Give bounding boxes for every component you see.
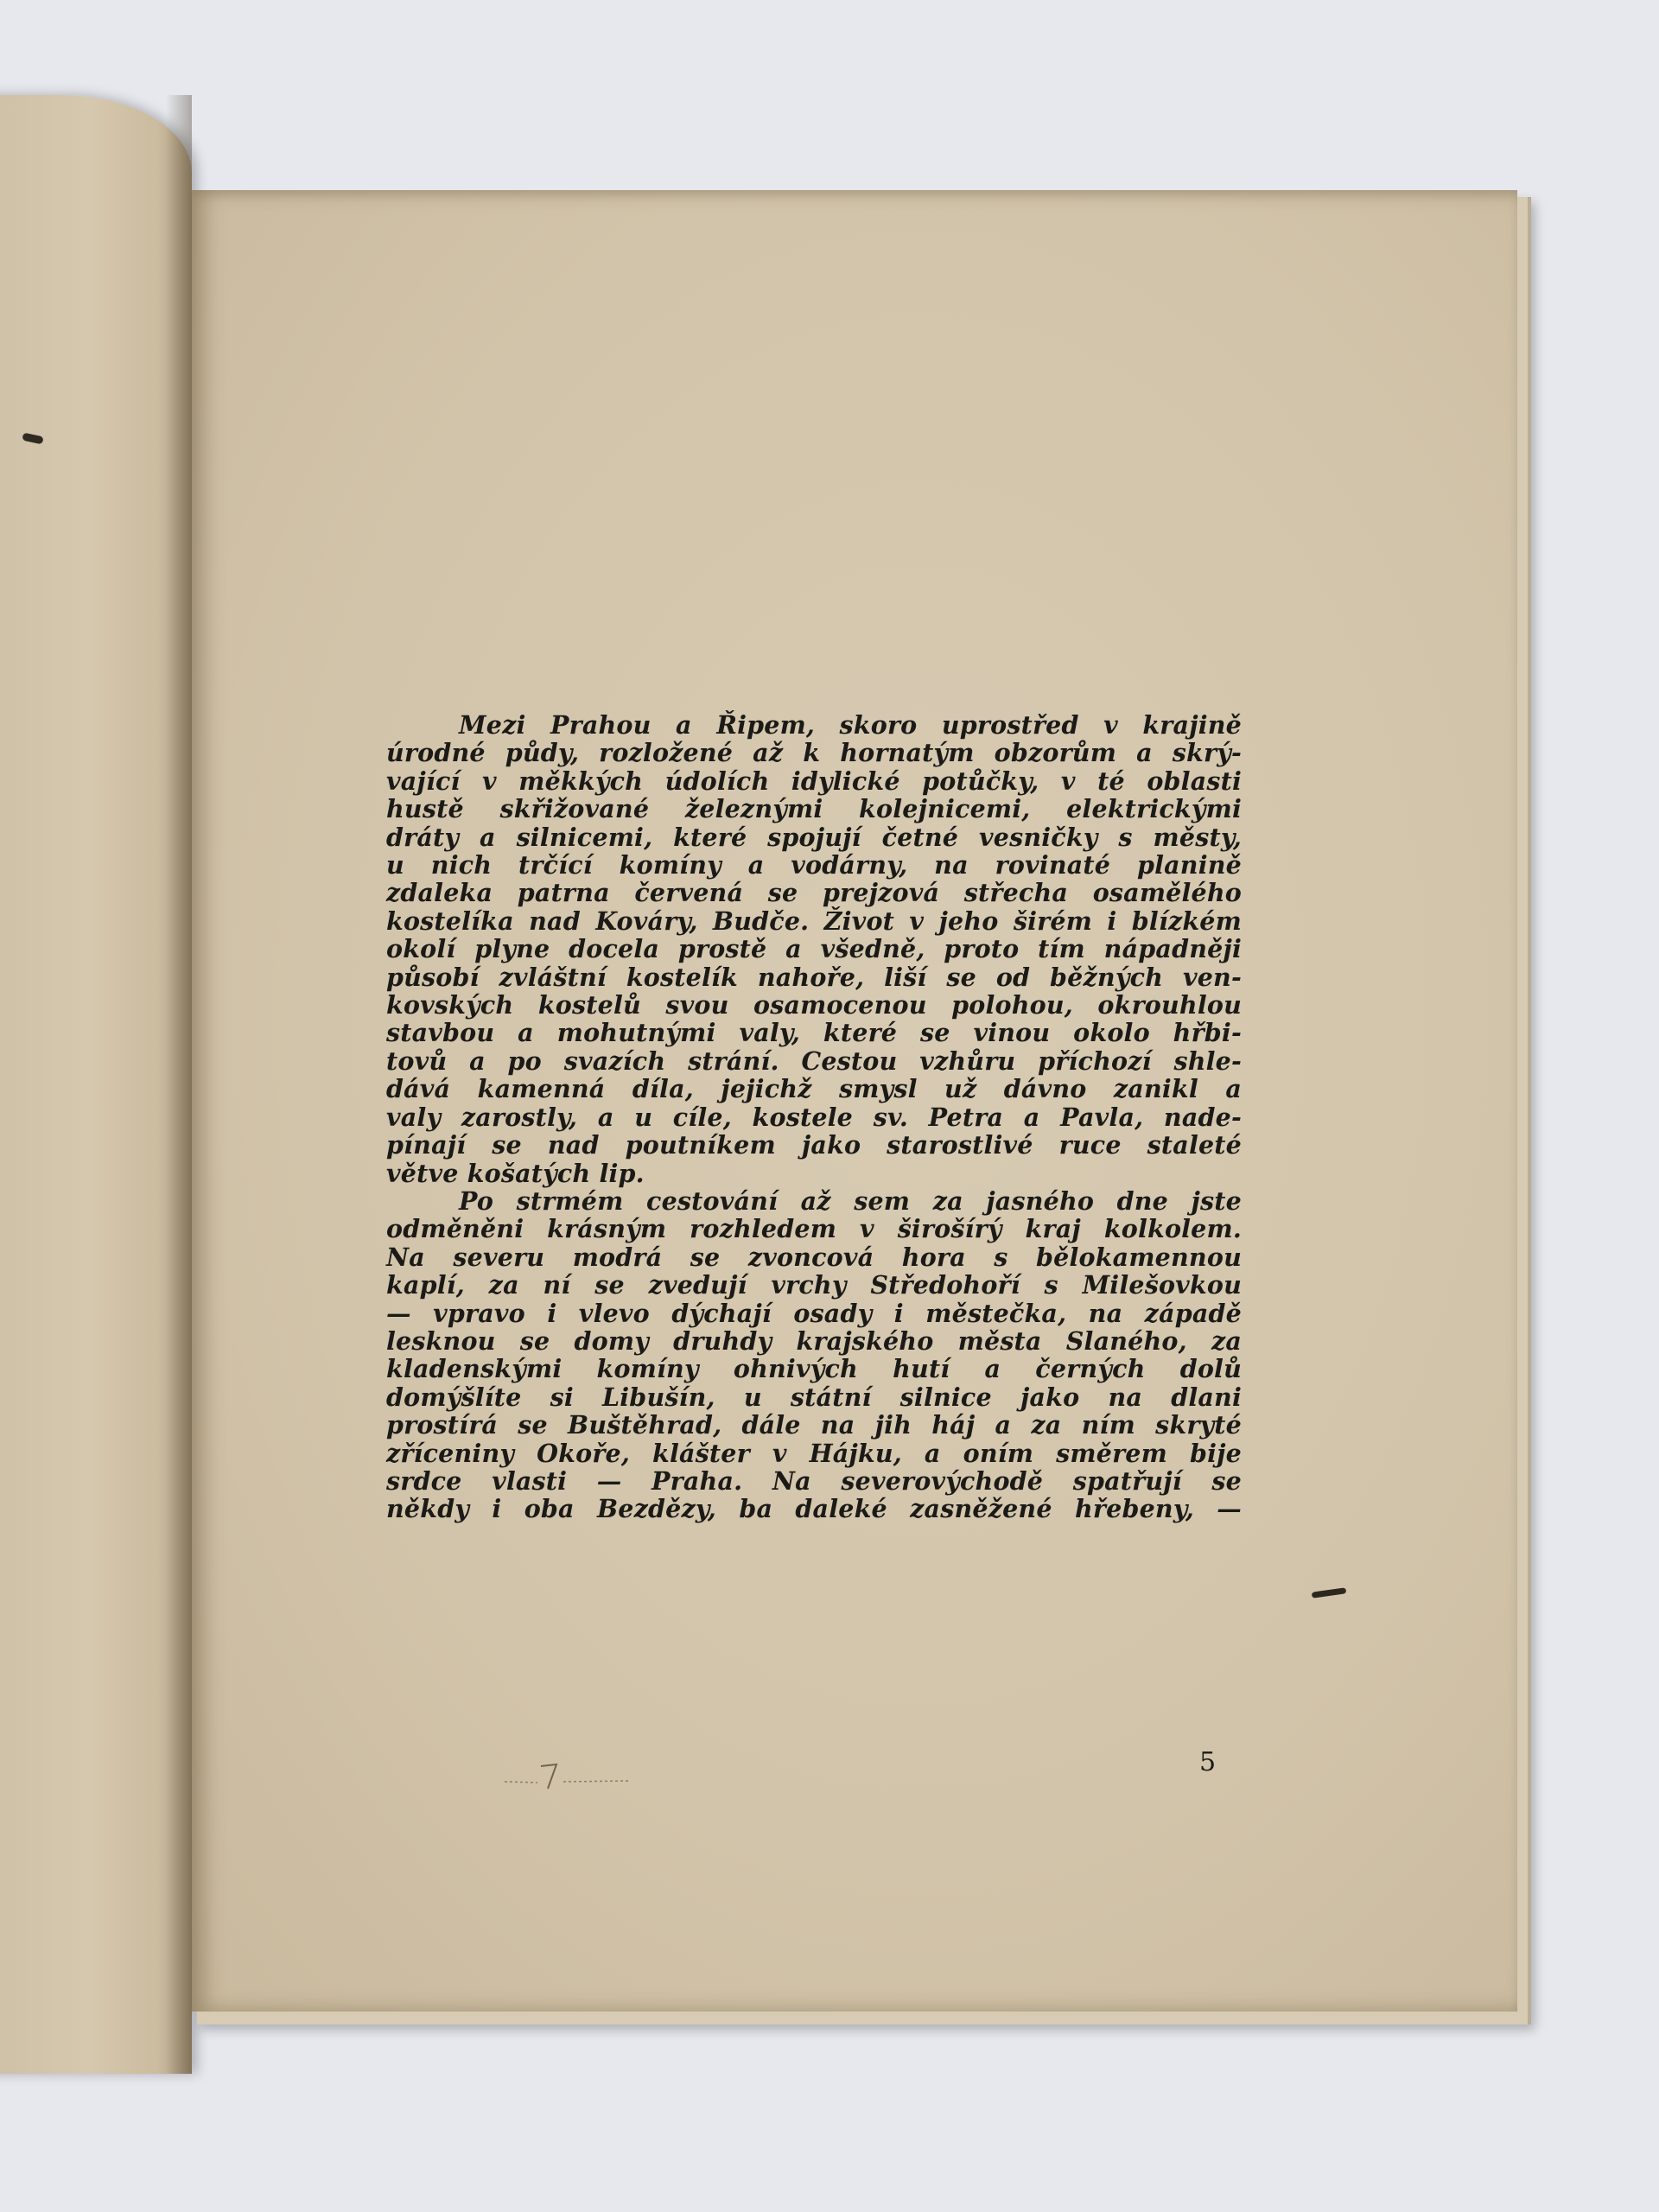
text-line: zdaleka patrna červená se prejzová střecha osamělého <box>386 878 1242 908</box>
text-line: kostelíka nad Kováry, Budče. Život v jeho širém i blízkém <box>386 906 1242 936</box>
text-line: lesknou se domy druhdy krajského města Slaného, za <box>386 1325 1242 1356</box>
text-line: stavbou a mohutnými valy, které se vinou okolo hřbi- <box>386 1018 1242 1048</box>
text-line: někdy i oba Bezdězy, ba daleké zasněžené hřebeny, — <box>386 1494 1242 1524</box>
text-line: kovských kostelů svou osamocenou polohou, okrouhlou <box>386 990 1242 1020</box>
text-line: větve košatých lip. <box>386 1158 645 1188</box>
text-line: Mezi Prahou a Řipem, skoro uprostřed v krajině <box>459 710 1242 740</box>
body-text <box>386 711 1242 1523</box>
text-line: u nich trčící komíny a vodárny, na rovinaté planině <box>386 850 1242 880</box>
text-line: Po strmém cestování až sem za jasného dne jste <box>459 1185 1242 1216</box>
text-line: kladenskými komíny ohnivých hutí a černých dolů <box>386 1354 1242 1384</box>
text-line: dává kamenná díla, jejichž smysl už dávno zanikl a <box>386 1074 1242 1104</box>
text-line: Na severu modrá se zvoncová hora s bělokamennou <box>386 1242 1242 1272</box>
text-line: zříceniny Okoře, klášter v Hájku, a oním směrem bije <box>386 1438 1242 1468</box>
paragraph-2 <box>386 1187 1242 1523</box>
text-line: vající v měkkých údolích idylické potůčky, v té oblasti <box>386 766 1242 796</box>
text-line: tovů a po svazích strání. Cestou vzhůru příchozí shle- <box>386 1046 1242 1076</box>
left-page <box>0 95 192 2074</box>
text-line: úrodné půdy, rozložené až k hornatým obzorům a skrý- <box>386 738 1242 768</box>
text-line: odměněni krásným rozhledem v širošírý kraj kolkolem. <box>386 1214 1242 1244</box>
text-line: — vpravo i vlevo dýchají osady i městečka, na západě <box>386 1298 1242 1328</box>
text-line: hustě skřižované železnými kolejnicemi, elektrickými <box>386 794 1242 824</box>
text-line: dráty a silnicemi, které spojují četné vesničky s městy, <box>386 822 1242 852</box>
paragraph-1 <box>386 711 1242 1187</box>
text-line: domýšlíte si Libušín, u státní silnice jako na dlani <box>386 1382 1242 1412</box>
text-line: kaplí, za ní se zvedují vrchy Středohoří s Milešovkou <box>386 1270 1242 1300</box>
text-line: pínají se nad poutníkem jako starostlivé ruce staleté <box>386 1130 1242 1160</box>
text-line: srdce vlasti — Praha. Na severovýchodě spatřují se <box>386 1465 1242 1496</box>
text-line: prostírá se Buštěhrad, dále na jih háj a za ním skryté <box>386 1410 1242 1440</box>
pencil-mark <box>503 1756 632 1790</box>
ink-speck <box>22 433 43 445</box>
book-page <box>192 190 1517 2012</box>
text-line: valy zarostly, a u cíle, kostele sv. Petra a Pavla, nade- <box>386 1102 1242 1132</box>
page-number: 5 <box>1199 1747 1217 1777</box>
text-line: působí zvláštní kostelík nahoře, liší se od běžných ven- <box>386 962 1242 992</box>
text-line: okolí plyne docela prostě a všedně, proto tím nápadněji <box>386 934 1242 964</box>
